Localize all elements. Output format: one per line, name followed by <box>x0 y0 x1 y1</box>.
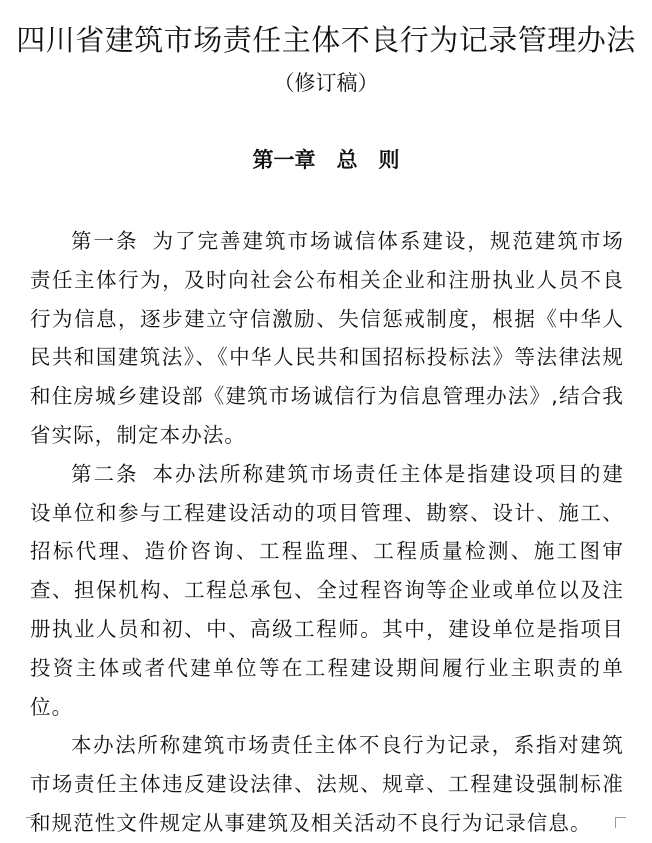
article-2 <box>30 455 624 727</box>
page-corner-mark-right <box>615 817 626 828</box>
article-2-paragraph-2 <box>30 726 624 842</box>
article-number: 第二条 <box>71 461 139 486</box>
chapter-heading: 第一章 总 则 <box>252 148 400 172</box>
document-body <box>30 222 624 843</box>
article-text: 本办法所称建筑市场责任主体不良行为记录，系指对建筑市场责任主体违反建设法律、法规、规章、工程建设强制标准和规范性文件规定从事建筑及相关活动不良行为记录信息。 <box>30 733 624 835</box>
article-text: 为了完善建筑市场诚信体系建设，规范建筑市场责任主体行为，及时向社会公布相关企业和注册执业人员不良行为信息，逐步建立守信激励、失信惩戒制度，根据《中华人民共和国建筑法》、《中华人民共和国招标投标法》等法律法规和住房城乡建设部《建筑市场诚信行为信息管理办法》,结合我省实际，制定本办法。 <box>30 229 624 447</box>
article-1 <box>30 222 624 455</box>
article-text: 本办法所称建筑市场责任主体是指建设项目的建设单位和参与工程建设活动的项目管理、勘察、设计、施工、招标代理、造价咨询、工程监理、工程质量检测、施工图审查、担保机构、工程总承包、全过程咨询等企业或单位以及注册执业人员和初、中、高级工程师。其中，建设单位是指项目投资主体或者代建单位等在工程建设期间履行业主职责的单位。 <box>30 461 624 719</box>
page-corner-mark-left <box>26 817 37 828</box>
article-number: 第一条 <box>71 229 139 253</box>
document-subtitle: （修订稿） <box>273 71 379 95</box>
document-title: 四川省建筑市场责任主体不良行为记录管理办法 <box>16 23 636 57</box>
